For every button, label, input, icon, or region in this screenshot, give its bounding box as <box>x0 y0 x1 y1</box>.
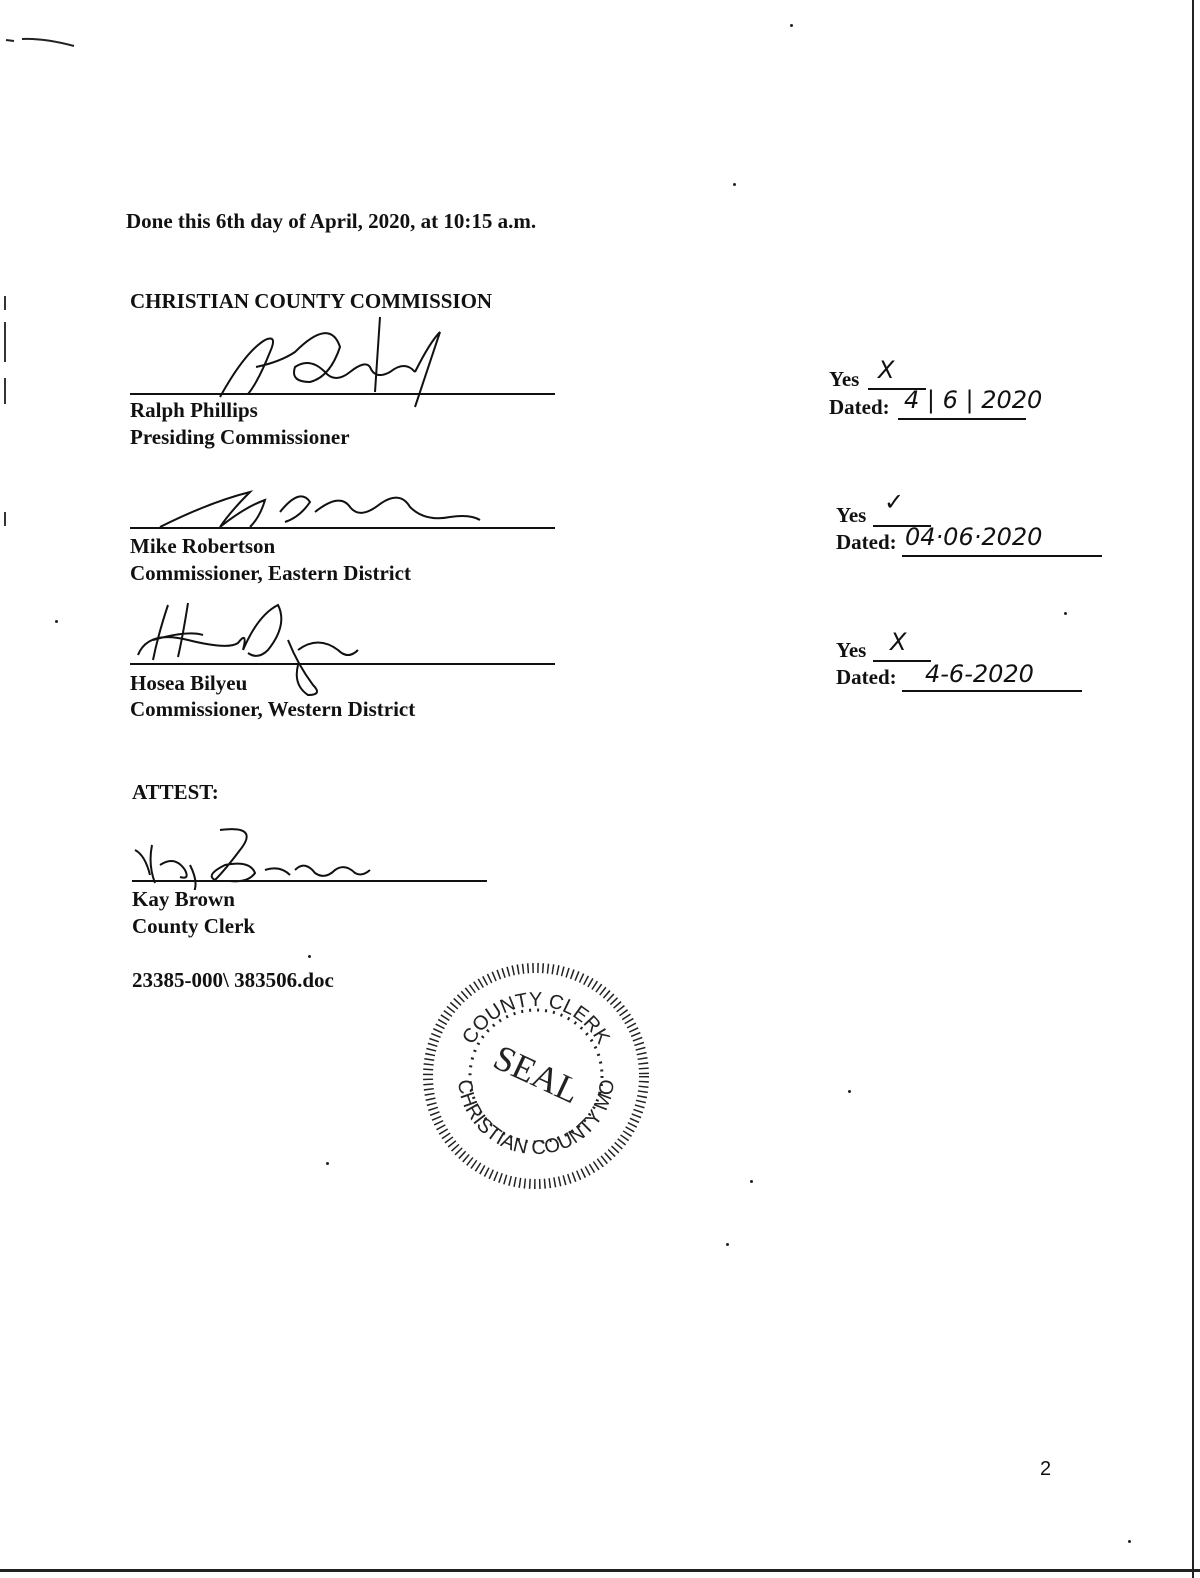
vote-yes-label: Yes <box>836 638 867 662</box>
scan-mark <box>4 322 6 362</box>
signer-title: Presiding Commissioner <box>130 425 350 449</box>
scan-speck <box>790 24 793 27</box>
signature-line <box>130 527 555 529</box>
done-date-line: Done this 6th day of April, 2020, at 10:15 a.m. <box>126 209 537 233</box>
scan-speck <box>750 1180 753 1183</box>
scan-speck <box>55 620 58 623</box>
scan-artifact <box>4 34 84 50</box>
dated-line <box>898 418 1026 420</box>
scan-speck <box>733 183 736 186</box>
seal-center-text: SEAL <box>487 1037 587 1112</box>
dated-label: Dated: <box>829 395 890 419</box>
clerk-title: County Clerk <box>132 914 256 938</box>
scan-speck <box>326 1162 329 1165</box>
vote-mark: ✓ <box>884 488 905 516</box>
scan-speck <box>848 1090 851 1093</box>
vote-yes-label: Yes <box>829 367 860 391</box>
signer-name: Mike Robertson <box>130 534 276 558</box>
page-number: 2 <box>1040 1458 1052 1480</box>
signature-line <box>132 880 487 882</box>
dated-line <box>902 555 1102 557</box>
dated-value: 4-6-2020 <box>925 660 1034 688</box>
dated-line <box>902 690 1082 692</box>
vote-yes-label: Yes <box>836 503 867 527</box>
signer-title: Commissioner, Eastern District <box>130 561 411 585</box>
scan-edge-right <box>1192 0 1194 1578</box>
attest-label: ATTEST: <box>132 780 219 804</box>
signature-line <box>130 663 555 665</box>
dated-label: Dated: <box>836 530 897 554</box>
svg-text:COUNTY CLERK <box>458 989 614 1049</box>
scan-mark <box>4 512 6 526</box>
dated-value: 4 | 6 | 2020 <box>904 386 1043 414</box>
seal-bottom-text: CHRISTIAN COUNTY MO <box>452 1077 620 1160</box>
scan-speck <box>1064 612 1067 615</box>
scan-mark <box>4 378 6 404</box>
vote-mark: X <box>878 356 895 384</box>
signature-line <box>130 393 555 395</box>
vote-line <box>873 660 931 662</box>
mike-robertson-signature <box>150 482 490 532</box>
signer-name: Ralph Phillips <box>130 398 258 422</box>
signer-name: Hosea Bilyeu <box>130 671 248 695</box>
signer-title: Commissioner, Western District <box>130 697 416 721</box>
county-clerk-seal <box>418 962 654 1190</box>
scan-edge-bottom <box>0 1569 1200 1572</box>
document-reference: 23385-000\ 383506.doc <box>132 968 334 992</box>
scan-mark <box>4 296 6 310</box>
clerk-name: Kay Brown <box>132 887 235 911</box>
vote-mark: X <box>890 628 907 656</box>
scan-speck <box>726 1243 729 1246</box>
scan-speck <box>308 955 311 958</box>
dated-label: Dated: <box>836 665 897 689</box>
scan-speck <box>1128 1540 1131 1543</box>
commission-heading: CHRISTIAN COUNTY COMMISSION <box>130 289 493 313</box>
dated-value: 04·06·2020 <box>905 523 1043 551</box>
seal-top-text: COUNTY CLERK <box>458 988 614 1048</box>
